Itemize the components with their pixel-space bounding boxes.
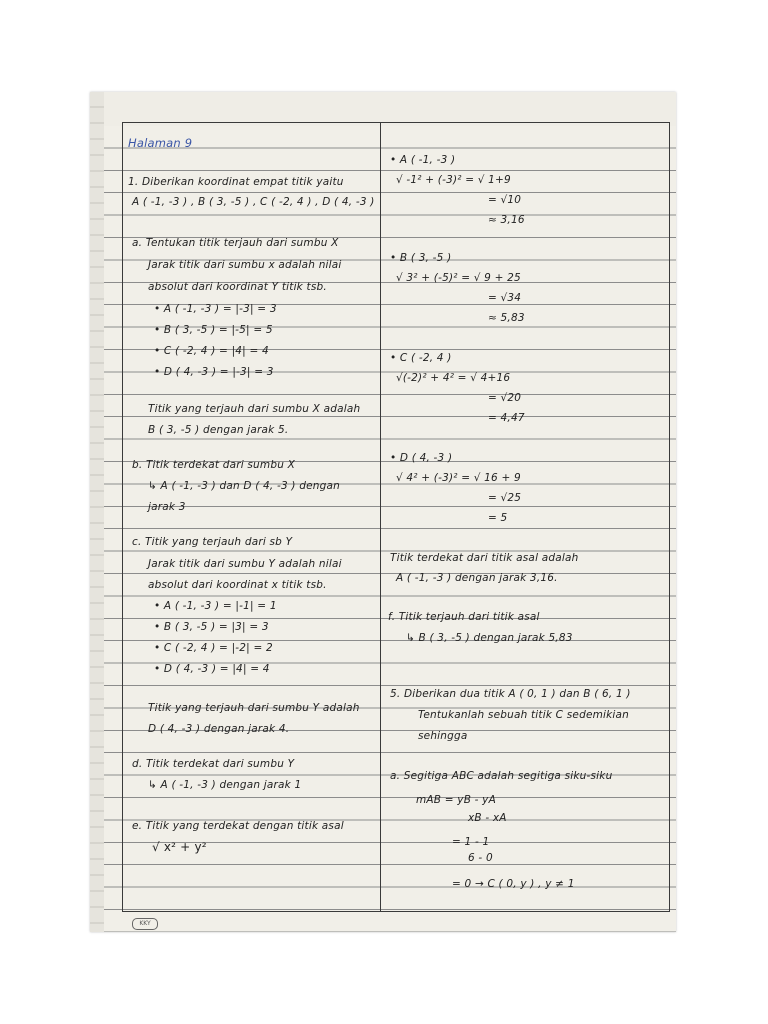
- slope-formula-numerator: mAB = yB - yA: [416, 794, 496, 806]
- point-d-heading: • D ( 4, -3 ): [390, 452, 453, 464]
- part-a-row: • C ( -2, 4 ) = |4| = 4: [154, 345, 269, 357]
- nearest-origin-conclusion: A ( -1, -3 ) dengan jarak 3,16.: [396, 572, 558, 584]
- point-c-heading: • C ( -2, 4 ): [390, 352, 452, 364]
- binding-edge: [90, 92, 104, 932]
- part-c-heading: c. Titik yang terjauh dari sb Y: [132, 536, 293, 548]
- nearest-origin-conclusion: Titik terdekat dari titik asal adalah: [390, 552, 579, 564]
- part-c-text: Jarak titik dari sumbu Y adalah nilai: [148, 558, 342, 570]
- part-b-answer: ↳ A ( -1, -3 ) dan D ( 4, -3 ) dengan: [148, 480, 340, 492]
- part-c-text: absolut dari koordinat x titik tsb.: [148, 579, 327, 591]
- problem-5-intro: 5. Diberikan dua titik A ( 0, 1 ) dan B ( 6, 1 ): [390, 688, 631, 700]
- point-b-calc: √ 3² + (-5)² = √ 9 + 25: [396, 272, 521, 284]
- column-divider: [380, 122, 381, 912]
- part-a-conclusion: Titik yang terjauh dari sumbu X adalah: [148, 403, 361, 415]
- point-c-calc: = √20: [488, 392, 522, 404]
- problem-1-points: A ( -1, -3 ) , B ( 3, -5 ) , C ( -2, 4 ) , D ( 4, -3 ): [132, 196, 375, 208]
- notebook-page: [90, 92, 676, 932]
- problem-5-text: Tentukanlah sebuah titik C sedemikian: [418, 709, 630, 721]
- page-label: Halaman 9: [128, 136, 193, 150]
- part-d-heading: d. Titik terdekat dari sumbu Y: [132, 758, 295, 770]
- slope-calc-numerator: = 1 - 1: [452, 836, 490, 848]
- part-b-answer: jarak 3: [148, 501, 186, 513]
- part-e-heading: e. Titik yang terdekat dengan titik asal: [132, 820, 344, 832]
- point-a-heading: • A ( -1, -3 ): [390, 154, 456, 166]
- part-c-conclusion: Titik yang terjauh dari sumbu Y adalah: [148, 702, 360, 714]
- part-a-text: Jarak titik dari sumbu x adalah nilai: [148, 259, 342, 271]
- part-d-answer: ↳ A ( -1, -3 ) dengan jarak 1: [148, 779, 302, 791]
- slope-calc-denominator: 6 - 0: [468, 852, 493, 864]
- point-c-calc: √(-2)² + 4² = √ 4+16: [396, 372, 511, 384]
- part-a-heading: a. Tentukan titik terjauh dari sumbu X: [132, 237, 339, 249]
- point-c-result: = 4,47: [488, 412, 525, 424]
- point-b-heading: • B ( 3, -5 ): [390, 252, 452, 264]
- point-b-calc: = √34: [488, 292, 522, 304]
- point-a-calc: = √10: [488, 194, 522, 206]
- part-a-row: • B ( 3, -5 ) = |-5| = 5: [154, 324, 273, 336]
- part-c-row: • B ( 3, -5 ) = |3| = 3: [154, 621, 269, 633]
- part-a-text: absolut dari koordinat Y titik tsb.: [148, 281, 327, 293]
- point-d-calc: √ 4² + (-3)² = √ 16 + 9: [396, 472, 521, 484]
- point-a-calc: √ -1² + (-3)² = √ 1+9: [396, 174, 511, 186]
- part-a-row: • D ( 4, -3 ) = |-3| = 3: [154, 366, 274, 378]
- part-e-formula: √ x² + y²: [152, 840, 207, 854]
- point-a-result: ≈ 3,16: [488, 214, 525, 226]
- problem-1-intro: 1. Diberikan koordinat empat titik yaitu: [128, 176, 344, 188]
- slope-result: = 0 → C ( 0, y ) , y ≠ 1: [452, 878, 575, 890]
- part-f-answer: ↳ B ( 3, -5 ) dengan jarak 5,83: [406, 632, 573, 644]
- point-b-result: ≈ 5,83: [488, 312, 525, 324]
- part-c-row: • D ( 4, -3 ) = |4| = 4: [154, 663, 270, 675]
- part-a-conclusion: B ( 3, -5 ) dengan jarak 5.: [148, 424, 289, 436]
- slope-formula-denominator: xB - xA: [468, 812, 507, 824]
- point-d-calc: = √25: [488, 492, 522, 504]
- part-f-heading: f. Titik terjauh dari titik asal: [388, 611, 540, 623]
- problem-5-text: sehingga: [418, 730, 468, 742]
- part-b-heading: b. Titik terdekat dari sumbu X: [132, 459, 295, 471]
- brand-mark: KKY: [132, 918, 158, 930]
- problem-5-part-a: a. Segitiga ABC adalah segitiga siku-siku: [390, 770, 613, 782]
- part-c-row: • A ( -1, -3 ) = |-1| = 1: [154, 600, 277, 612]
- point-d-result: = 5: [488, 512, 508, 524]
- part-a-row: • A ( -1, -3 ) = |-3| = 3: [154, 303, 277, 315]
- part-c-row: • C ( -2, 4 ) = |-2| = 2: [154, 642, 273, 654]
- part-c-conclusion: D ( 4, -3 ) dengan jarak 4.: [148, 723, 290, 735]
- page-top-margin: [90, 92, 676, 126]
